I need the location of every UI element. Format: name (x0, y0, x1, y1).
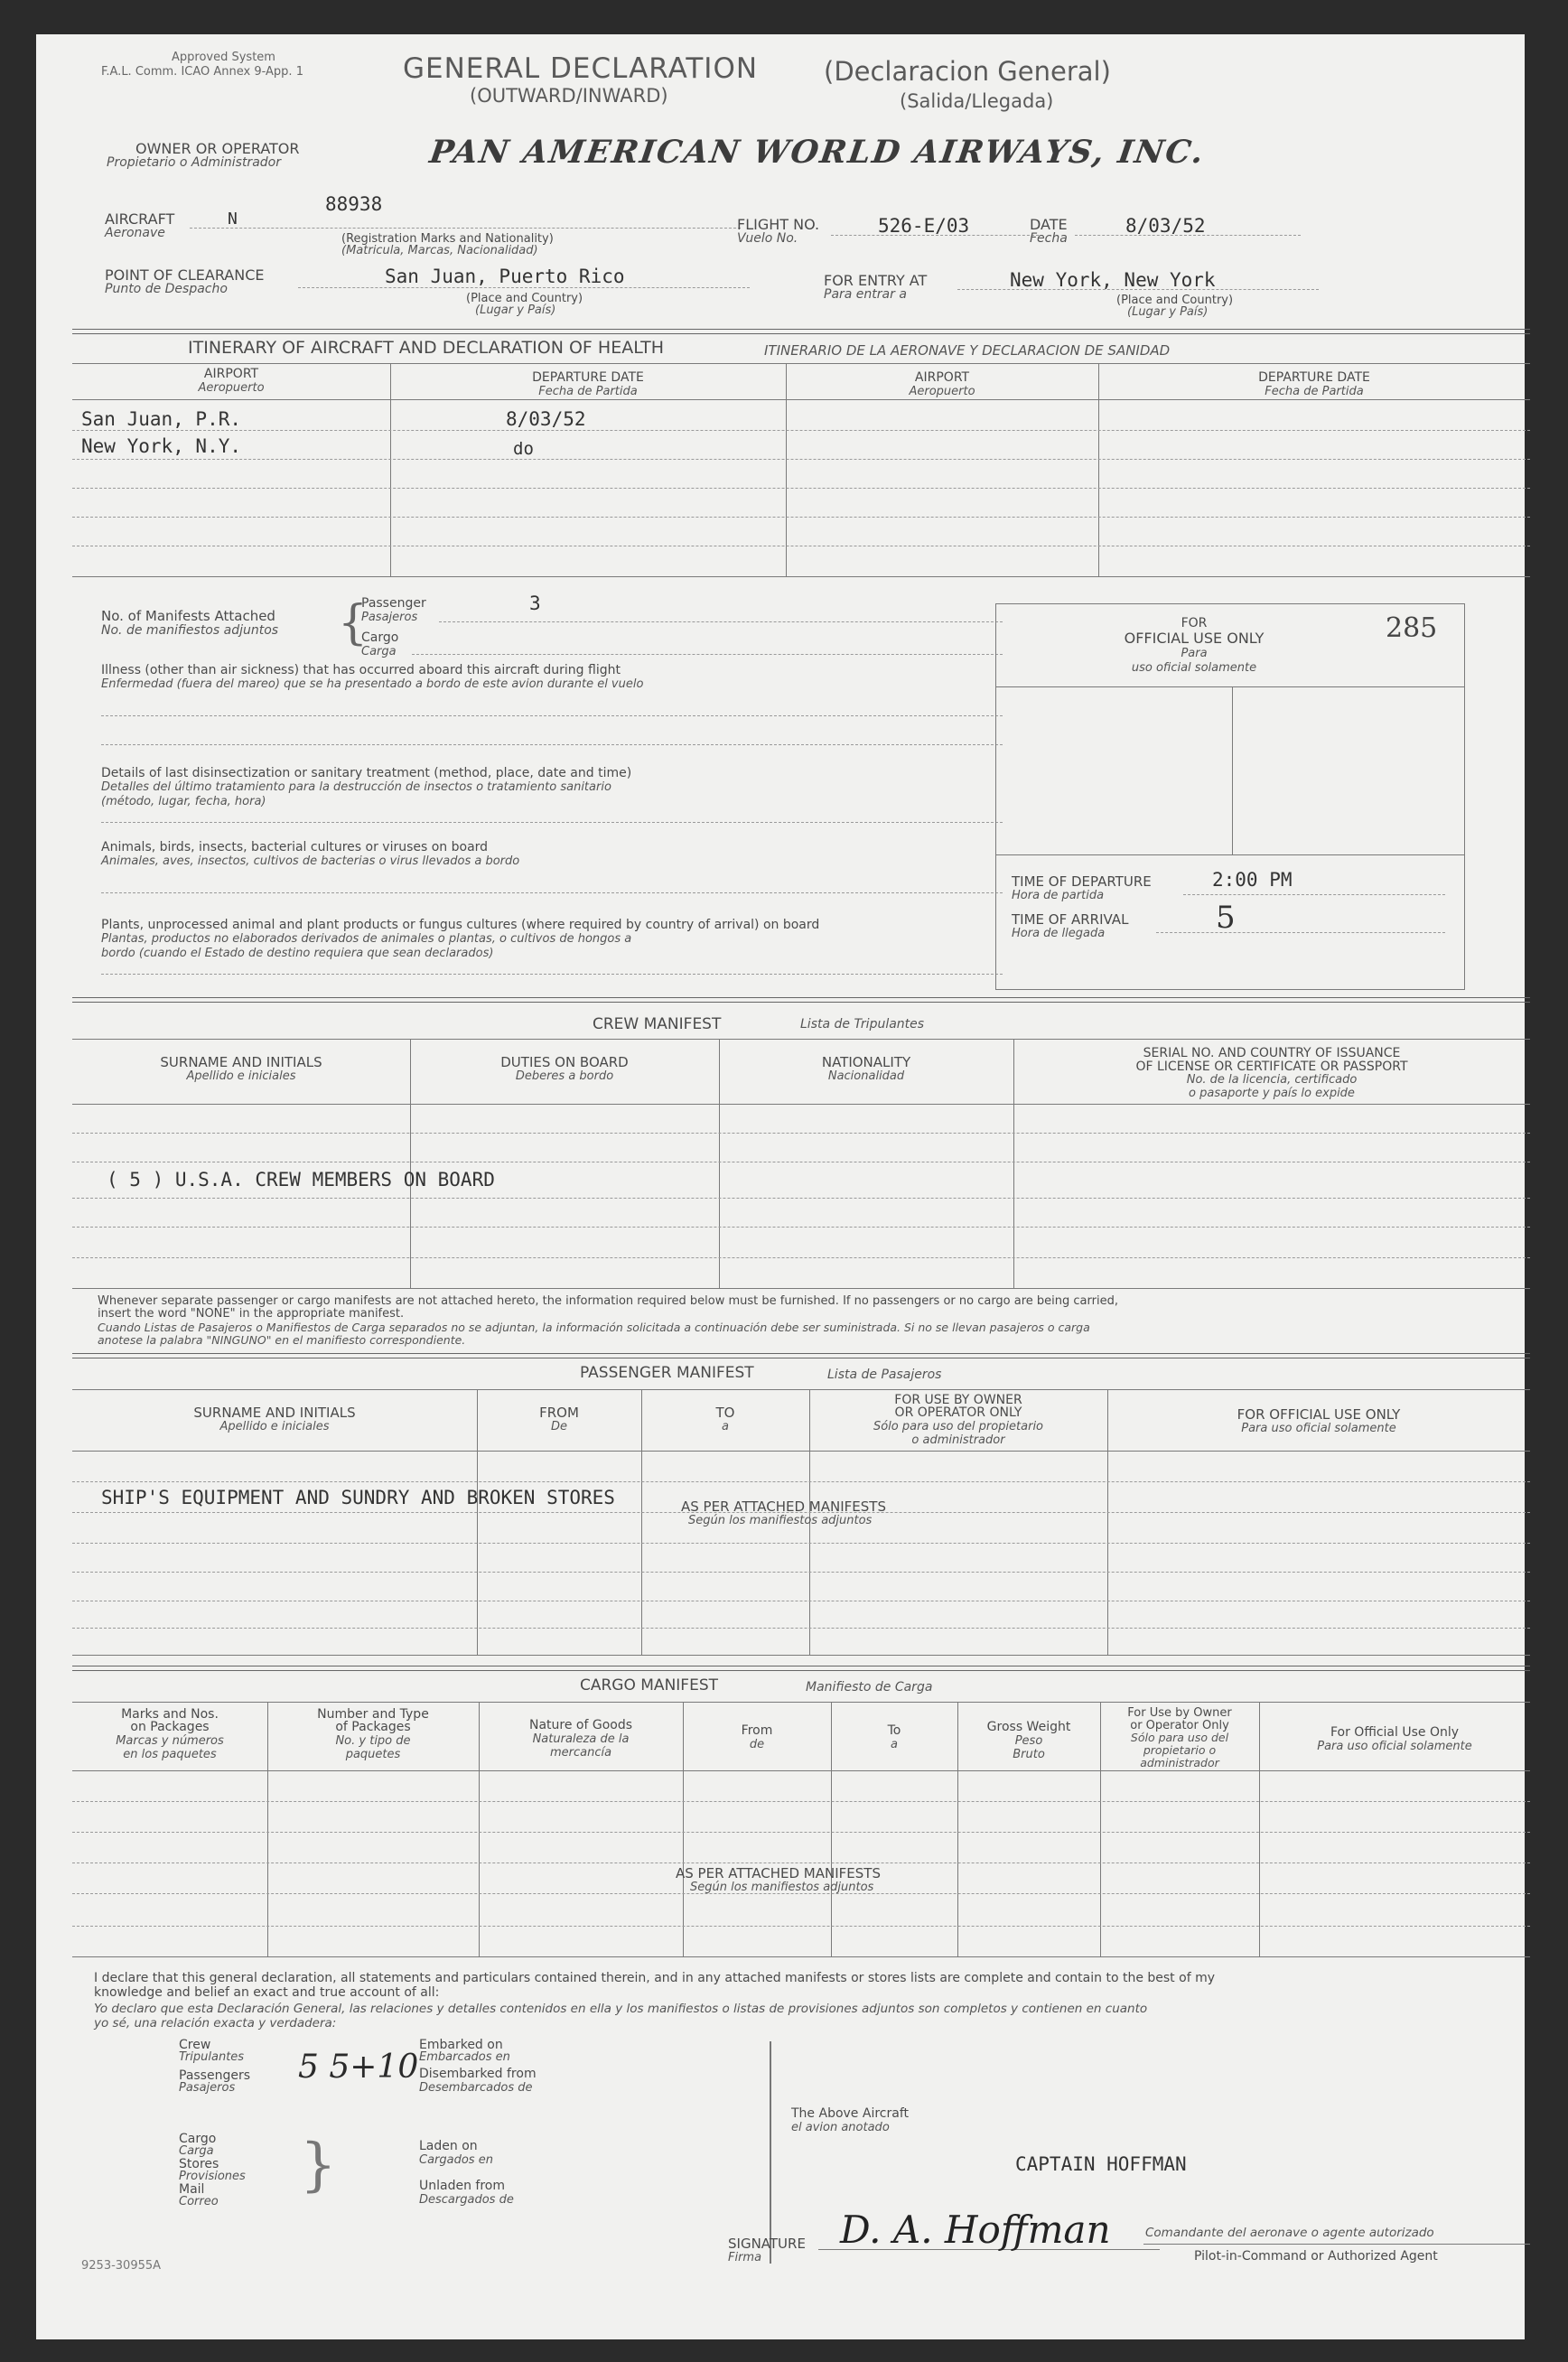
plants-question-es-2: bordo (cuando el Estado de destino requiera que sean declarados) (101, 947, 494, 960)
passenger-manifest-count: 3 (529, 593, 541, 614)
passenger-attached: AS PER ATTACHED MANIFESTS (681, 1498, 886, 1515)
decl-stores-es: Provisiones (179, 2170, 246, 2183)
itin-col-airport-2: AIRPORT (914, 370, 970, 385)
cargo-col-official: For Official Use Only (1330, 1725, 1460, 1740)
cargo-manifest-title-es: Manifiesto de Carga (806, 1680, 933, 1694)
manifest-notice: Whenever separate passenger or cargo manifests are not attached hereto, the information required below must be furnished. If no passengers or no cargo are being carried, (98, 1294, 1118, 1308)
aircraft-label-es: Aeronave (105, 226, 165, 240)
clearance-place-caption-es: (Lugar y País) (475, 303, 556, 317)
cargo-col-marks: Marks and Nos. (121, 1707, 219, 1722)
pax-col-owner-2: OR OPERATOR ONLY (894, 1405, 1022, 1420)
captain-name: CAPTAIN HOFFMAN (1015, 2153, 1187, 2175)
registration-prefix: N (228, 210, 238, 229)
above-aircraft-es: el avion anotado (791, 2121, 890, 2134)
flight-no-label: FLIGHT NO. (737, 216, 820, 233)
cargo-col-nature-es-2: mercancía (549, 1746, 612, 1760)
clearance-label-es: Punto de Despacho (105, 282, 228, 296)
approved-system-label: Approved System (172, 51, 275, 64)
itinerary-row-airport: San Juan, P.R. (81, 408, 242, 430)
animals-question: Animals, birds, insects, bacterial cultures or viruses on board (101, 840, 489, 854)
cargo-col-to: To (887, 1723, 901, 1738)
entry-label: FOR ENTRY AT (824, 272, 928, 289)
form-title-es: (Declaracion General) (824, 56, 1111, 87)
crew-col-duties-es: Deberes a bordo (515, 1069, 614, 1083)
form-subtitle: (OUTWARD/INWARD) (470, 85, 668, 107)
flight-no-label-es: Vuelo No. (737, 231, 798, 246)
pic-label-es: Comandante del aeronave o agente autorizado (1145, 2226, 1434, 2240)
decl-disembarked: Disembarked from (419, 2067, 537, 2081)
clearance-place-caption: (Place and Country) (466, 292, 583, 305)
entry-value: New York, New York (1010, 269, 1216, 291)
aircraft-label: AIRCRAFT (105, 210, 175, 228)
decl-passengers: Passengers (179, 2068, 251, 2083)
departure-time-label: TIME OF DEPARTURE (1012, 873, 1152, 890)
passenger-label: Passenger (361, 596, 426, 611)
entry-label-es: Para entrar a (824, 287, 907, 302)
itin-col-airport: AIRPORT (203, 367, 259, 381)
date-label: DATE (1030, 216, 1068, 233)
passenger-manifest-title-es: Lista de Pasajeros (827, 1368, 942, 1382)
cargo-manifest-title: CARGO MANIFEST (580, 1676, 718, 1694)
cargo-col-from: From (741, 1723, 773, 1738)
disinsection-question-es: Detalles del último tratamiento para la destrucción de insectos o tratamiento sanitario (101, 780, 611, 794)
declaration-text-2: knowledge and belief an exact and true account of all: (94, 1985, 440, 2000)
cargo-col-official-es: Para uso oficial solamente (1317, 1740, 1472, 1753)
plants-question-es: Plantas, productos no elaborados derivados de animales o plantas, o cultivos de hongos a (101, 932, 632, 946)
operator-name: PAN AMERICAN WORLD AIRWAYS, INC. (427, 134, 1208, 171)
official-para-label: Para (1181, 647, 1208, 660)
cargo-label: Cargo (361, 630, 399, 645)
decl-laden: Laden on (419, 2139, 478, 2153)
official-for-label: FOR (1181, 616, 1208, 630)
owner-label-es: Propietario o Administrador (107, 155, 281, 170)
clearance-value: San Juan, Puerto Rico (385, 266, 625, 287)
itin-col-departure-2-es: Fecha de Partida (1265, 385, 1364, 398)
crew-col-nationality-es: Nacionalidad (827, 1069, 905, 1083)
cargo-label-es: Carga (361, 645, 397, 658)
cargo-brace: } (300, 2132, 337, 2199)
official-uso-label: uso oficial solamente (1131, 661, 1257, 675)
decl-embarked: Embarked on (419, 2038, 503, 2052)
cargo-attached: AS PER ATTACHED MANIFESTS (676, 1865, 881, 1881)
cargo-col-nature-es: Naturaleza de la (532, 1732, 630, 1746)
passenger-label-es: Pasajeros (361, 611, 418, 624)
manifests-brace: { (338, 596, 369, 650)
departure-time: 2:00 PM (1212, 869, 1293, 891)
cargo-col-nature: Nature of Goods (528, 1718, 633, 1732)
arrival-time-label-es: Hora de llegada (1012, 927, 1106, 940)
crew-col-nationality: NATIONALITY (821, 1054, 911, 1070)
crew-col-serial-es-2: o pasaporte y país lo expide (1189, 1087, 1355, 1100)
pic-label: Pilot-in-Command or Authorized Agent (1194, 2249, 1438, 2264)
declaration-text: I declare that this general declaration, all statements and particulars contained therein, and in any attached manifests or stores lists are complete and contain to the best of my (94, 1971, 1215, 1985)
itinerary-row-date: 8/03/52 (506, 408, 586, 430)
crew-manifest-title: CREW MANIFEST (593, 1015, 722, 1033)
cargo-col-weight-es: Peso (1014, 1734, 1043, 1748)
illness-question: Illness (other than air sickness) that has occurred aboard this aircraft during flight (101, 663, 621, 677)
itin-col-departure: DEPARTURE DATE (532, 370, 644, 385)
pax-col-owner: FOR USE BY OWNER (894, 1393, 1022, 1407)
animals-question-es: Animales, aves, insectos, cultivos de bacterias o virus llevados a bordo (101, 854, 520, 868)
disinsection-question: Details of last disinsectization or sanitary treatment (method, place, date and time) (101, 766, 632, 780)
manifests-label: No. of Manifests Attached (101, 608, 275, 624)
flight-number: 526-E/03 (878, 215, 970, 237)
cargo-col-marks-es: Marcas y números (116, 1734, 224, 1748)
signature-label-es: Firma (728, 2251, 762, 2264)
decl-unladen: Unladen from (419, 2179, 505, 2193)
cargo-attached-es: Según los manifiestos adjuntos (690, 1881, 874, 1894)
registration-caption: (Registration Marks and Nationality) (341, 232, 554, 246)
itinerary-title: ITINERARY OF AIRCRAFT AND DECLARATION OF HEALTH (188, 338, 665, 358)
cargo-col-owner: For Use by Owner (1127, 1706, 1232, 1720)
form-title: GENERAL DECLARATION (403, 52, 759, 85)
clearance-label: POINT OF CLEARANCE (105, 266, 265, 284)
itin-col-departure-es: Fecha de Partida (538, 385, 638, 398)
cargo-col-weight-es-2: Bruto (1013, 1748, 1045, 1761)
pax-col-from-es: De (550, 1420, 567, 1433)
itin-col-departure-2: DEPARTURE DATE (1258, 370, 1370, 385)
manifest-notice-es: Cuando Listas de Pasajeros o Manifiestos de Carga separados no se adjuntan, la información solicitada a continuación debe ser suministrada. Si no se llevan pasajeros o carga (98, 1321, 1090, 1334)
registration-caption-es: (Matricula, Marcas, Nacionalidad) (341, 244, 538, 257)
crew-col-surname-es: Apellido e iniciales (186, 1069, 296, 1083)
decl-embarked-es: Embarcados en (419, 2050, 510, 2064)
official-use-label: OFFICIAL USE ONLY (1124, 630, 1265, 647)
crew-col-surname: SURNAME AND INITIALS (160, 1054, 322, 1070)
pax-col-official-es: Para uso oficial solamente (1241, 1422, 1396, 1435)
pax-col-to-es: a (722, 1420, 729, 1433)
arrival-time-label: TIME OF ARRIVAL (1012, 911, 1129, 928)
illness-question-es: Enfermedad (fuera del mareo) que se ha presentado a bordo de este avion durante el vuelo (101, 677, 644, 691)
decl-crew-es: Tripulantes (179, 2050, 245, 2064)
pax-col-surname-es: Apellido e iniciales (219, 1420, 330, 1433)
cargo-col-from-es: de (749, 1738, 765, 1751)
cargo-col-number-es: No. y tipo de (335, 1734, 411, 1748)
cargo-col-weight: Gross Weight (986, 1720, 1071, 1734)
crew-manifest-title-es: Lista de Tripulantes (800, 1017, 925, 1032)
itinerary-row-airport: New York, N.Y. (81, 435, 242, 457)
disinsection-question-es-2: (método, lugar, fecha, hora) (101, 795, 266, 808)
decl-cargo-es: Carga (179, 2144, 214, 2158)
pax-col-from: FROM (539, 1405, 579, 1421)
cargo-col-number-es-2: paquetes (345, 1748, 401, 1761)
cargo-col-number: Number and Type (317, 1707, 429, 1722)
manifest-notice-es-2: anotese la palabra "NINGUNO" en el manifiesto correspondiente. (98, 1333, 466, 1347)
pax-col-surname: SURNAME AND INITIALS (193, 1405, 356, 1421)
handwritten-count: 5 5+10 (298, 2049, 419, 2086)
cargo-col-owner-2: or Operator Only (1130, 1719, 1229, 1732)
decl-mail: Mail (179, 2182, 205, 2197)
decl-mail-es: Correo (179, 2195, 219, 2208)
departure-time-label-es: Hora de partida (1012, 889, 1105, 902)
pax-col-to: TO (715, 1405, 735, 1421)
official-stamp-number: 285 (1386, 612, 1438, 644)
crew-col-duties: DUTIES ON BOARD (500, 1054, 629, 1070)
decl-laden-es: Cargados en (419, 2153, 493, 2167)
above-aircraft: The Above Aircraft (791, 2106, 909, 2121)
owner-label: OWNER OR OPERATOR (135, 140, 300, 157)
cargo-col-owner-es-3: administrador (1140, 1756, 1219, 1769)
flight-date: 8/03/52 (1125, 215, 1206, 237)
arrival-time-mark: 5 (1216, 900, 1236, 936)
cargo-col-marks-2: on Packages (130, 1720, 210, 1734)
crew-col-serial: SERIAL NO. AND COUNTRY OF ISSUANCE (1143, 1046, 1401, 1060)
declaration-text-es-2: yo sé, una relación exacta y verdadera: (94, 2016, 337, 2031)
entry-place-caption: (Place and Country) (1116, 294, 1234, 307)
itin-col-airport-es: Aeropuerto (198, 381, 265, 395)
form-code: 9253-30955A (81, 2259, 162, 2273)
crew-col-serial-2: OF LICENSE OR CERTIFICATE OR PASSPORT (1135, 1060, 1408, 1074)
cargo-col-number-2: of Packages (335, 1720, 411, 1734)
pax-col-owner-es-2: o administrador (911, 1433, 1005, 1447)
captain-signature: D. A. Hoffman (840, 2208, 1111, 2252)
cargo-col-to-es: a (891, 1738, 898, 1751)
passenger-attached-es: Según los manifiestos adjuntos (688, 1514, 873, 1527)
pax-col-owner-es: Sólo para uso del propietario (873, 1420, 1044, 1433)
decl-stores: Stores (179, 2157, 219, 2171)
signature-label: SIGNATURE (728, 2236, 806, 2252)
itin-col-airport-2-es: Aeropuerto (909, 385, 975, 398)
entry-place-caption-es: (Lugar y País) (1127, 305, 1209, 319)
crew-entry: ( 5 ) U.S.A. CREW MEMBERS ON BOARD (107, 1169, 495, 1190)
declaration-text-es: Yo declaro que esta Declaración General, las relaciones y detalles contenidos en ella y los manifiestos o listas de provisiones adjuntos son completos y contienen en cuanto (94, 2002, 1148, 2016)
manifest-notice-2: insert the word "NONE" in the appropriate manifest. (98, 1307, 405, 1321)
general-declaration-form (36, 34, 1525, 2339)
registration-number: 88938 (325, 193, 383, 215)
cargo-col-owner-es-2: propietario o (1143, 1743, 1217, 1757)
decl-passengers-es: Pasajeros (179, 2081, 236, 2095)
fal-reference: F.A.L. Comm. ICAO Annex 9-App. 1 (101, 65, 303, 79)
cargo-col-marks-es-2: en los paquetes (123, 1748, 217, 1761)
passenger-entry: SHIP'S EQUIPMENT AND SUNDRY AND BROKEN STORES (101, 1487, 615, 1508)
itinerary-title-es: ITINERARIO DE LA AERONAVE Y DECLARACION DE SANIDAD (764, 342, 1171, 359)
crew-col-serial-es: No. de la licencia, certificado (1186, 1073, 1358, 1087)
decl-disembarked-es: Desembarcados de (419, 2081, 533, 2095)
pax-col-official: FOR OFFICIAL USE ONLY (1237, 1406, 1401, 1423)
plants-question: Plants, unprocessed animal and plant products or fungus cultures (where required by country of arrival) on board (101, 918, 820, 932)
date-label-es: Fecha (1030, 231, 1068, 246)
manifests-label-es: No. de manifiestos adjuntos (101, 623, 279, 638)
form-subtitle-es: (Salida/Llegada) (900, 90, 1054, 112)
cargo-col-owner-es: Sólo para uso del (1130, 1731, 1229, 1744)
decl-unladen-es: Descargados de (419, 2193, 514, 2207)
passenger-manifest-title: PASSENGER MANIFEST (580, 1364, 754, 1382)
decl-crew: Crew (179, 2038, 211, 2052)
itinerary-row-date: do (513, 439, 534, 459)
decl-cargo: Cargo (179, 2132, 217, 2146)
